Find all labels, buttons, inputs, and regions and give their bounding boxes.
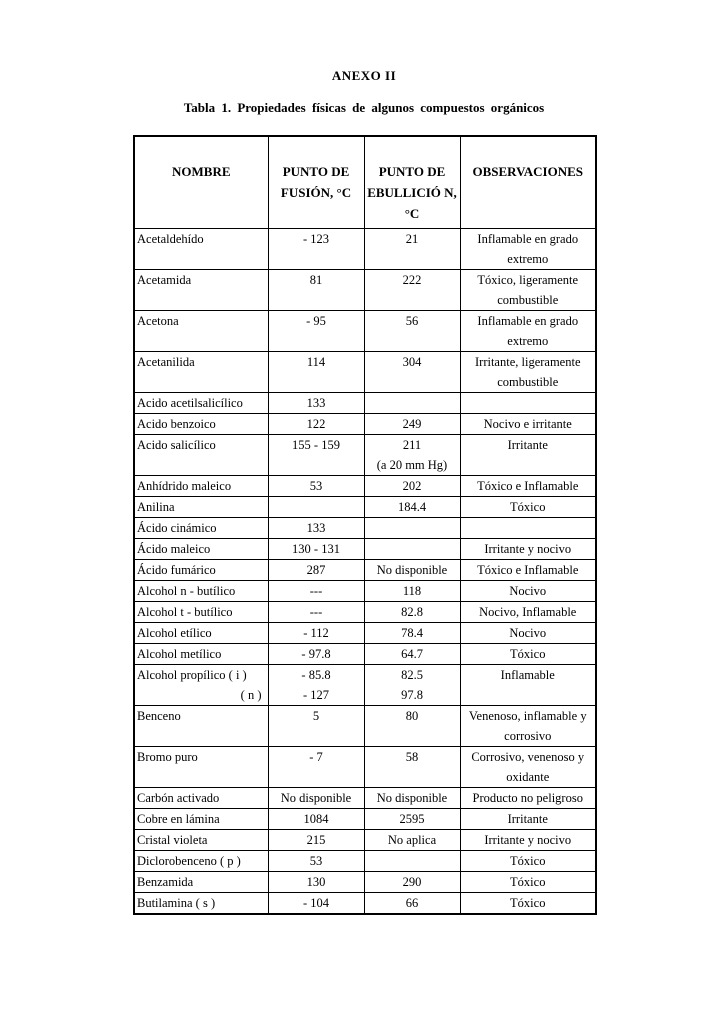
cell-nombre-text: Benceno — [137, 708, 181, 723]
cell-nombre — [134, 228, 268, 269]
cell-nombre — [134, 746, 268, 787]
table-row — [134, 808, 596, 829]
cell-observaciones — [460, 808, 596, 829]
cell-ebullicion-text: No disponible — [376, 790, 448, 805]
table-row — [134, 829, 596, 850]
cell-nombre — [134, 517, 268, 538]
cell-fusion — [268, 705, 364, 746]
cell-fusion — [268, 850, 364, 871]
cell-nombre-text: Acetona — [137, 313, 179, 328]
cell-fusion — [268, 434, 364, 475]
cell-observaciones — [460, 475, 596, 496]
cell-observaciones — [460, 580, 596, 601]
cell-fusion-text: 114 — [306, 354, 326, 369]
cell-ebullicion — [364, 705, 460, 746]
cell-ebullicion — [364, 475, 460, 496]
cell-observaciones-text: Nocivo, Inflamable — [479, 604, 577, 619]
cell-observaciones — [460, 664, 596, 705]
cell-fusion-text: 53 — [309, 478, 323, 493]
cell-observaciones-text: Producto no peligroso — [472, 790, 583, 805]
cell-ebullicion-text: 2595 — [399, 811, 425, 826]
cell-fusion — [268, 892, 364, 914]
cell-ebullicion-text: 64.7 — [401, 646, 423, 661]
cell-nombre — [134, 310, 268, 351]
cell-fusion-text: - 104 — [302, 895, 330, 910]
cell-nombre-text: Cobre en lámina — [137, 811, 220, 826]
cell-fusion-text: - 123 — [302, 231, 330, 246]
cell-ebullicion-text: 202 — [402, 478, 422, 493]
cell-nombre-text: Anilina — [137, 499, 175, 514]
cell-observaciones-text: Tóxico — [510, 895, 546, 910]
cell-ebullicion — [364, 601, 460, 622]
cell-observaciones-text: Nocivo e irritante — [483, 416, 572, 431]
cell-fusion — [268, 808, 364, 829]
cell-ebullicion-text: 58 — [405, 749, 419, 764]
table-row — [134, 496, 596, 517]
cell-ebullicion — [364, 351, 460, 392]
table-body — [134, 228, 596, 914]
cell-observaciones-text: Venenoso, inflamable y corrosivo — [468, 708, 587, 743]
cell-fusion — [268, 871, 364, 892]
cell-observaciones — [460, 228, 596, 269]
cell-nombre-text: Anhídrido maleico — [137, 478, 232, 493]
cell-observaciones-text: Tóxico e Inflamable — [477, 562, 579, 577]
cell-fusion-text: 122 — [306, 416, 326, 431]
cell-fusion — [268, 228, 364, 269]
cell-observaciones-text: Tóxico, ligeramente combustible — [477, 272, 579, 307]
table-row — [134, 517, 596, 538]
cell-observaciones-text: Nocivo — [509, 625, 547, 640]
cell-observaciones — [460, 850, 596, 871]
cell-ebullicion-text: 211 — [402, 437, 422, 452]
cell-fusion-text: 133 — [306, 520, 326, 535]
cell-observaciones — [460, 705, 596, 746]
cell-observaciones-text: Inflamable en grado extremo — [477, 313, 579, 348]
cell-fusion — [268, 622, 364, 643]
cell-ebullicion — [364, 517, 460, 538]
cell-nombre-text: ( n ) — [240, 687, 262, 702]
cell-observaciones-text: Irritante — [507, 437, 548, 452]
cell-fusion-text: 1084 — [303, 811, 329, 826]
cell-nombre-text: Butilamina ( s ) — [137, 895, 216, 910]
cell-fusion — [268, 517, 364, 538]
cell-observaciones — [460, 517, 596, 538]
table-row — [134, 622, 596, 643]
cell-ebullicion-text: 249 — [402, 416, 422, 431]
cell-ebullicion-text: 78.4 — [401, 625, 423, 640]
table-row — [134, 434, 596, 475]
cell-observaciones — [460, 269, 596, 310]
cell-fusion-text: --- — [309, 604, 323, 619]
cell-ebullicion-text: 82.5 — [401, 667, 423, 682]
cell-fusion-text: 287 — [306, 562, 326, 577]
cell-fusion — [268, 829, 364, 850]
table-row — [134, 580, 596, 601]
cell-nombre — [134, 829, 268, 850]
cell-fusion — [268, 475, 364, 496]
cell-nombre — [134, 871, 268, 892]
cell-fusion-text: No disponible — [280, 790, 352, 805]
cell-observaciones — [460, 746, 596, 787]
column-header-fusion: PUNTO DE FUSIÓN, °C — [268, 136, 364, 228]
table-row — [134, 413, 596, 434]
cell-nombre-text: Alcohol metílico — [137, 646, 222, 661]
cell-ebullicion — [364, 310, 460, 351]
cell-fusion-text: 155 - 159 — [292, 437, 340, 452]
cell-fusion — [268, 601, 364, 622]
cell-observaciones — [460, 434, 596, 475]
cell-ebullicion-text: 21 — [405, 231, 419, 246]
cell-ebullicion — [364, 580, 460, 601]
cell-observaciones — [460, 622, 596, 643]
table-row — [134, 392, 596, 413]
cell-fusion-text: - 112 — [303, 625, 329, 640]
cell-nombre-text: Alcohol propílico ( i ) — [137, 667, 247, 682]
cell-ebullicion — [364, 808, 460, 829]
cell-nombre — [134, 434, 268, 475]
cell-observaciones — [460, 559, 596, 580]
cell-fusion-text: 130 — [306, 874, 326, 889]
cell-ebullicion — [364, 622, 460, 643]
cell-fusion — [268, 643, 364, 664]
cell-nombre — [134, 559, 268, 580]
cell-nombre-text: Benzamida — [137, 874, 194, 889]
cell-nombre-text: Acetamida — [137, 272, 192, 287]
cell-nombre — [134, 850, 268, 871]
cell-observaciones — [460, 601, 596, 622]
cell-nombre-text: Diclorobenceno ( p ) — [137, 853, 241, 868]
cell-observaciones-text: Corrosivo, venenoso y oxidante — [471, 749, 585, 784]
cell-nombre-text: Carbón activado — [137, 790, 220, 805]
cell-nombre — [134, 705, 268, 746]
cell-fusion — [268, 664, 364, 705]
cell-fusion — [268, 746, 364, 787]
cell-fusion — [268, 580, 364, 601]
cell-nombre — [134, 601, 268, 622]
cell-ebullicion — [364, 228, 460, 269]
cell-ebullicion-text: 97.8 — [401, 687, 423, 702]
table-row — [134, 787, 596, 808]
cell-observaciones-text: Irritante, ligeramente combustible — [475, 354, 581, 389]
cell-observaciones — [460, 392, 596, 413]
cell-ebullicion-text: No aplica — [387, 832, 437, 847]
cell-fusion-text: 215 — [306, 832, 326, 847]
cell-fusion-text: 5 — [312, 708, 320, 723]
cell-nombre-text: Cristal violeta — [137, 832, 208, 847]
table-row — [134, 351, 596, 392]
table-row — [134, 643, 596, 664]
cell-nombre-text: Ácido cinámico — [137, 520, 217, 535]
cell-observaciones — [460, 496, 596, 517]
table-row — [134, 892, 596, 914]
cell-observaciones-text: Tóxico — [510, 499, 546, 514]
cell-ebullicion — [364, 559, 460, 580]
cell-ebullicion — [364, 643, 460, 664]
table-row — [134, 228, 596, 269]
cell-observaciones-text: Tóxico — [510, 874, 546, 889]
cell-fusion — [268, 559, 364, 580]
table-caption: Tabla 1. Propiedades físicas de algunos compuestos orgánicos — [183, 100, 545, 115]
cell-nombre — [134, 643, 268, 664]
cell-ebullicion-text: (a 20 mm Hg) — [376, 457, 448, 472]
cell-ebullicion — [364, 434, 460, 475]
cell-fusion — [268, 413, 364, 434]
cell-observaciones-text: Nocivo — [509, 583, 547, 598]
cell-ebullicion-text: 66 — [405, 895, 419, 910]
cell-observaciones — [460, 787, 596, 808]
cell-observaciones-text: Irritante y nocivo — [484, 832, 572, 847]
cell-nombre-text: Bromo puro — [137, 749, 198, 764]
cell-ebullicion-text: 304 — [402, 354, 422, 369]
cell-fusion-text: --- — [309, 583, 323, 598]
table-row — [134, 850, 596, 871]
cell-fusion-text: - 85.8 — [301, 667, 331, 682]
cell-nombre-text: Ácido maleico — [137, 541, 211, 556]
cell-ebullicion-text: No disponible — [376, 562, 448, 577]
cell-ebullicion — [364, 496, 460, 517]
cell-fusion-text: 130 - 131 — [292, 541, 340, 556]
cell-nombre-text: Alcohol etílico — [137, 625, 212, 640]
cell-ebullicion — [364, 850, 460, 871]
column-header-observaciones: OBSERVACIONES — [460, 136, 596, 228]
cell-ebullicion-text: 290 — [402, 874, 422, 889]
cell-ebullicion — [364, 892, 460, 914]
cell-ebullicion-text: 222 — [402, 272, 422, 287]
cell-nombre — [134, 580, 268, 601]
cell-ebullicion-text: 184.4 — [397, 499, 427, 514]
cell-nombre — [134, 622, 268, 643]
cell-fusion-text: 133 — [306, 395, 326, 410]
cell-ebullicion — [364, 746, 460, 787]
cell-observaciones-text: Tóxico e Inflamable — [477, 478, 579, 493]
annex-title: ANEXO II — [331, 68, 397, 83]
cell-fusion-text: - 97.8 — [301, 646, 331, 661]
cell-nombre-text: Acido benzoico — [137, 416, 216, 431]
cell-observaciones-text: Irritante y nocivo — [484, 541, 572, 556]
cell-nombre — [134, 664, 268, 705]
column-header-ebullicion: PUNTO DE EBULLICIÓ N, °C — [364, 136, 460, 228]
table-row — [134, 310, 596, 351]
cell-ebullicion — [364, 269, 460, 310]
table-row — [134, 664, 596, 705]
cell-nombre — [134, 413, 268, 434]
cell-ebullicion-text: 82.8 — [401, 604, 423, 619]
cell-ebullicion — [364, 871, 460, 892]
cell-observaciones — [460, 643, 596, 664]
cell-observaciones — [460, 310, 596, 351]
cell-nombre-text: Acido acetilsalicílico — [137, 395, 243, 410]
table-row — [134, 475, 596, 496]
header-row — [134, 136, 596, 228]
cell-fusion-text: - 95 — [306, 313, 326, 328]
cell-fusion — [268, 538, 364, 559]
cell-ebullicion — [364, 392, 460, 413]
cell-fusion — [268, 269, 364, 310]
cell-nombre-text: Alcohol n - butílico — [137, 583, 236, 598]
table-row — [134, 705, 596, 746]
table-row — [134, 601, 596, 622]
cell-fusion — [268, 496, 364, 517]
cell-ebullicion — [364, 538, 460, 559]
cell-observaciones-text: Irritante — [507, 811, 548, 826]
cell-fusion-text: - 7 — [309, 749, 323, 764]
cell-fusion — [268, 392, 364, 413]
cell-ebullicion — [364, 787, 460, 808]
cell-observaciones-text: Tóxico — [510, 646, 546, 661]
cell-observaciones-text: Inflamable en grado extremo — [477, 231, 579, 266]
properties-table — [133, 135, 597, 915]
cell-nombre-text: Acido salicílico — [137, 437, 216, 452]
cell-ebullicion — [364, 829, 460, 850]
cell-nombre-text: Acetanilida — [137, 354, 195, 369]
cell-observaciones — [460, 538, 596, 559]
table-row — [134, 559, 596, 580]
cell-ebullicion-text: 118 — [402, 583, 422, 598]
cell-nombre — [134, 269, 268, 310]
cell-nombre — [134, 538, 268, 559]
table-row — [134, 746, 596, 787]
cell-nombre — [134, 392, 268, 413]
cell-ebullicion — [364, 664, 460, 705]
cell-observaciones — [460, 351, 596, 392]
cell-fusion — [268, 351, 364, 392]
cell-nombre-text: Ácido fumárico — [137, 562, 216, 577]
cell-observaciones-text: Tóxico — [510, 853, 546, 868]
table-row — [134, 269, 596, 310]
table-row — [134, 871, 596, 892]
cell-ebullicion-text: 80 — [405, 708, 419, 723]
cell-nombre — [134, 808, 268, 829]
cell-observaciones — [460, 892, 596, 914]
cell-nombre-text: Alcohol t - butílico — [137, 604, 233, 619]
cell-fusion-text: 53 — [309, 853, 323, 868]
column-header-nombre: NOMBRE — [134, 136, 268, 228]
cell-fusion — [268, 310, 364, 351]
cell-fusion-text: 81 — [309, 272, 323, 287]
cell-observaciones — [460, 829, 596, 850]
cell-observaciones — [460, 871, 596, 892]
table-row — [134, 538, 596, 559]
cell-nombre — [134, 351, 268, 392]
cell-observaciones-text: Inflamable — [500, 667, 555, 682]
cell-nombre — [134, 496, 268, 517]
cell-ebullicion-text: 56 — [405, 313, 419, 328]
cell-nombre — [134, 892, 268, 914]
cell-nombre-text: Acetaldehído — [137, 231, 204, 246]
cell-observaciones — [460, 413, 596, 434]
cell-ebullicion — [364, 413, 460, 434]
cell-fusion-text: - 127 — [302, 687, 330, 702]
cell-fusion — [268, 787, 364, 808]
cell-nombre — [134, 475, 268, 496]
cell-nombre — [134, 787, 268, 808]
